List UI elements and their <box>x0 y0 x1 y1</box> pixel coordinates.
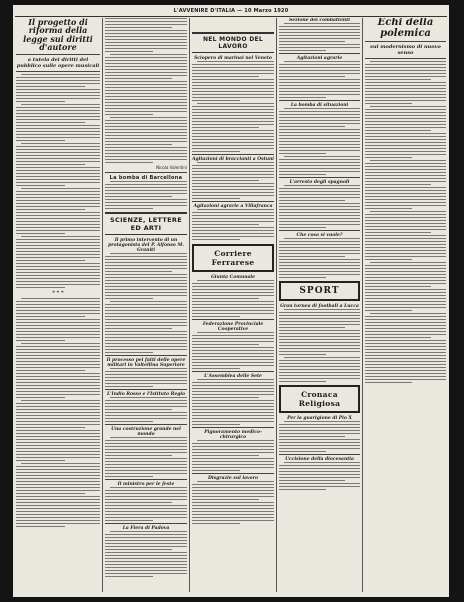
column-rule <box>102 18 103 592</box>
article-subhead: a tutela dei diritti del pubblico sulle opere musicali <box>16 56 100 69</box>
section-title: Corriere Ferrarese <box>211 249 255 267</box>
rule <box>16 71 100 72</box>
article-headline: La Fiera di Padova <box>122 526 170 531</box>
article-headline: Che cosa si vuole? <box>296 233 343 238</box>
section-header <box>105 212 187 235</box>
article-body <box>16 74 100 288</box>
rule <box>105 172 187 173</box>
rule <box>279 100 360 101</box>
rule <box>16 54 100 55</box>
rule <box>279 177 360 178</box>
column-rule <box>276 18 277 592</box>
column-3 <box>192 18 274 594</box>
rule <box>279 53 360 54</box>
article-headline: Sciopero di marinai nel Veneto <box>194 56 272 61</box>
article-body <box>105 18 187 163</box>
section-title: SCIENZE, LETTERE ED ARTI <box>110 216 182 232</box>
section-title: SPORT <box>299 286 340 296</box>
rule <box>105 424 187 425</box>
section-header <box>279 281 360 301</box>
article-body <box>279 421 360 452</box>
rule <box>192 473 274 474</box>
article-body <box>105 253 187 353</box>
article-headline: Agitazioni di braccianti a Ostuni <box>192 157 274 162</box>
section-header <box>279 385 360 413</box>
section-header <box>192 244 274 272</box>
rule <box>365 58 446 59</box>
column-rule <box>362 18 363 592</box>
column-2 <box>105 18 187 594</box>
article-body <box>192 481 274 524</box>
article-body <box>105 368 187 387</box>
article-body <box>16 298 100 527</box>
masthead-rule <box>15 16 447 17</box>
rule <box>105 479 187 480</box>
article-subhead: sul modernismo di nuovo senso <box>370 44 441 56</box>
article-headline: Il ministro per le feste <box>117 482 175 487</box>
article-headline: Il progetto di riforma della legge sui diritti d'autore <box>23 18 93 53</box>
article-headline: Gran tornea di football a Lucca <box>280 304 359 309</box>
article-headline: Agitazioni agrarie a Villafranca <box>193 204 273 209</box>
article-headline: Il primo intervento di un protagonista del P. Alfonso M. Graniti <box>108 238 184 253</box>
article-body <box>279 462 360 490</box>
section-separator: * * * <box>52 289 64 296</box>
newspaper-page <box>13 5 449 597</box>
article-body <box>279 185 360 228</box>
article-body <box>279 108 360 175</box>
section-header <box>192 32 274 53</box>
article-headline: Giunta Comunale <box>210 275 256 280</box>
rule <box>279 454 360 455</box>
article-headline: La bomba di situazioni <box>290 103 349 108</box>
article-body <box>365 61 446 383</box>
article-body <box>192 440 274 471</box>
article-headline: Il processo pei fatti delle opere militari in Valtellina Superiore <box>106 358 186 368</box>
article-body <box>279 61 360 98</box>
article-body <box>105 531 187 577</box>
rule <box>105 389 187 390</box>
article-headline: Disgrazie sul lavoro <box>208 476 258 481</box>
article-headline: L'Indio Rosso e l'Istituto Regio <box>106 392 186 397</box>
article-body <box>192 61 274 152</box>
article-signature: Nicola Valentini <box>156 165 187 170</box>
rule <box>192 319 274 320</box>
article-headline: L'arresto degli spagnoli <box>289 180 350 185</box>
column-1 <box>16 18 100 594</box>
article-body <box>279 23 360 51</box>
rule <box>192 371 274 372</box>
article-headline: Echi della polemica <box>377 18 434 39</box>
article-headline: Pignoramento medico-chirurgico <box>204 430 262 440</box>
rule <box>192 154 274 155</box>
masthead-title: L'AVVENIRE D'ITALIA — 10 Marzo 1920 <box>173 8 289 14</box>
article-body <box>192 162 274 199</box>
masthead <box>13 8 449 16</box>
rule <box>279 230 360 231</box>
article-body <box>105 181 187 209</box>
article-headline: Per la guarigione di Pio X <box>287 416 352 421</box>
rule <box>192 427 274 428</box>
article-body <box>192 379 274 425</box>
column-4 <box>279 18 360 594</box>
section-title: NEL MONDO DEL LAVORO <box>202 36 264 50</box>
section-title: Cronaca Religiosa <box>298 390 341 408</box>
rule <box>365 41 446 42</box>
rule <box>105 523 187 524</box>
article-headline: Una costruzione grande nel mondo <box>111 427 181 437</box>
column-5 <box>365 18 446 594</box>
rule <box>192 201 274 202</box>
article-headline: Uccisione della diocesantia <box>285 457 354 462</box>
rule <box>105 355 187 356</box>
article-body <box>192 332 274 369</box>
article-headline: L'Assemblea delle Sete <box>204 374 262 379</box>
article-headline: Federazione Provinciale Cooperative <box>202 322 264 332</box>
article-body <box>279 238 360 278</box>
article-headline: Sezione dei combattenti <box>288 18 350 23</box>
column-rule <box>189 18 190 592</box>
article-body <box>279 309 360 382</box>
article-headline: La bomba di Barcellona <box>109 175 183 181</box>
article-headline: Agitazioni agrarie <box>296 56 343 61</box>
article-body <box>192 209 274 240</box>
article-body <box>105 397 187 422</box>
article-body <box>192 280 274 317</box>
article-body <box>105 437 187 477</box>
article-body <box>105 487 187 521</box>
